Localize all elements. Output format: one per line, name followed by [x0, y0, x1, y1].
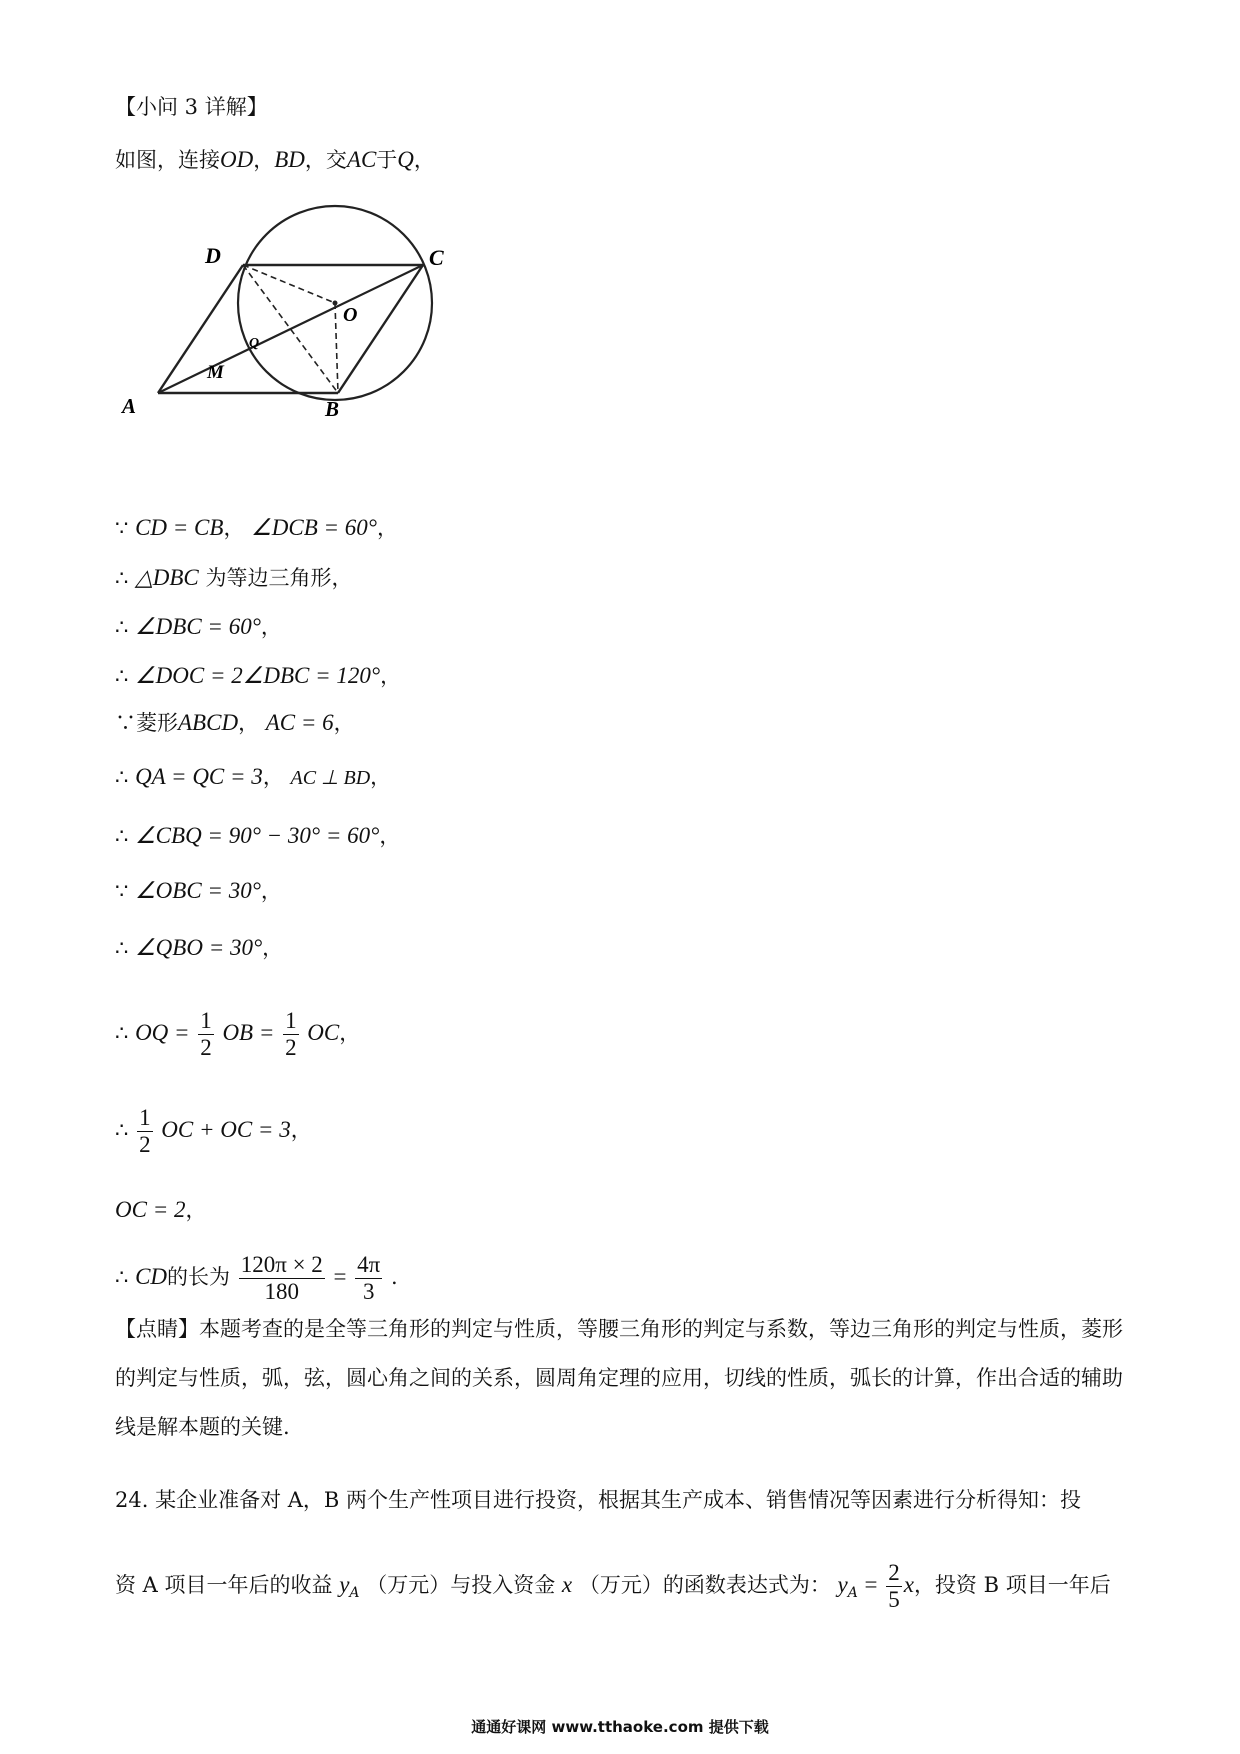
- step-7-end: ，: [379, 824, 401, 848]
- step-1-sep: ，: [223, 516, 245, 540]
- step-6-expr: QA = QC = 3: [135, 764, 263, 789]
- step-6-sep: ，: [262, 765, 284, 789]
- point-o: [333, 301, 338, 306]
- step-9-end: ，: [262, 936, 284, 960]
- fraction-numerator: 1: [200, 1008, 212, 1033]
- because-symbol: ∵: [115, 879, 129, 903]
- step-4-end: ，: [380, 664, 402, 688]
- intro-ac: AC: [346, 147, 377, 172]
- fraction-half-2: [283, 1008, 299, 1061]
- problem-24-text-2d: ，投资 B 项目一年后: [913, 1573, 1111, 1597]
- footer-text: 通通好课网 www.tthaoke.com 提供下载: [471, 1718, 769, 1736]
- step-4: [115, 661, 401, 691]
- label-c: C: [429, 245, 444, 270]
- problem-24-text-1: 24. 某企业准备对 A，B 两个生产性项目进行投资，根据其生产成本、销售情况等因素进行分析得知：投: [115, 1488, 1082, 1512]
- fraction-arc-length: [239, 1252, 325, 1305]
- arc-cd: [135, 1264, 167, 1289]
- problem-24-text-2a: 资 A 项目一年后的收益: [115, 1573, 333, 1597]
- section-title-text: 【小问 3 详解】: [115, 95, 268, 119]
- intro-od: OD: [220, 147, 254, 172]
- var-y-formula-subscript: A: [847, 1585, 858, 1601]
- step-10-rhs: OC: [307, 1020, 340, 1045]
- step-2-text: 为等边三角形，: [205, 566, 353, 590]
- fraction-denominator: 5: [888, 1587, 900, 1612]
- step-9-expr: ∠QBO = 30°: [135, 935, 263, 960]
- therefore-symbol: ∴: [115, 1021, 129, 1045]
- therefore-symbol: ∴: [115, 664, 129, 688]
- step-11: [115, 1105, 312, 1158]
- intro-end: ，: [413, 148, 435, 172]
- fraction-denominator: 180: [264, 1279, 299, 1304]
- label-o: O: [343, 304, 358, 326]
- step-13-eq: =: [333, 1264, 347, 1289]
- step-10-end: ，: [339, 1021, 361, 1045]
- step-1-end: ，: [376, 516, 398, 540]
- comment-text: 【点睛】本题考查的是全等三角形的判定与性质，等腰三角形的判定与系数，等边三角形的判定与性质，菱形的判定与性质，弧，弦，圆心角之间的关系，圆周角定理的应用，切线的性质，弧长的计算，作出合适的辅助线是解本题的关键.: [115, 1317, 1123, 1439]
- var-x-formula: x: [903, 1572, 914, 1597]
- step-1-expr2: ∠DCB = 60°: [251, 515, 377, 540]
- fraction-numerator: 4π: [357, 1252, 381, 1277]
- step-12-expr: OC = 2: [115, 1197, 186, 1222]
- step-6-end: ，: [370, 765, 392, 789]
- step-6: [115, 762, 391, 793]
- therefore-symbol: ∴: [115, 1265, 129, 1289]
- segment-da: [158, 265, 243, 393]
- because-symbol: ∵: [115, 711, 136, 735]
- step-5-text: 菱形: [136, 711, 178, 735]
- step-5: [115, 708, 355, 738]
- problem-24-line-2: 资 A 项目一年后的收益 $y_A$ （万元）与投入资金 x （万元）的函数表达式为： $y_A$ = $\frac{2}{5}$ x，投资 B 项目一年后: [115, 1560, 1111, 1612]
- step-3: [115, 612, 282, 642]
- step-8-end: ，: [260, 879, 282, 903]
- step-7-expr: ∠CBQ = 90° − 30° = 60°: [135, 823, 380, 848]
- fraction-denominator: 2: [285, 1035, 297, 1060]
- step-11-end: ，: [290, 1118, 312, 1142]
- therefore-symbol: ∴: [115, 765, 129, 789]
- geometry-figure: [122, 225, 465, 475]
- therefore-symbol: ∴: [115, 1118, 129, 1142]
- var-y-subscript: A: [349, 1585, 360, 1601]
- step-3-expr: ∠DBC = 60°: [135, 614, 261, 639]
- step-8-expr: ∠OBC = 30°: [135, 878, 261, 903]
- label-b: B: [325, 397, 340, 421]
- fraction-half-1: [198, 1008, 214, 1061]
- intro-bd: BD: [274, 147, 305, 172]
- section-title: [115, 92, 268, 122]
- fraction-numerator: 120π × 2: [240, 1252, 323, 1277]
- therefore-symbol: ∴: [115, 566, 129, 590]
- step-10-mid: OB =: [222, 1020, 275, 1045]
- fraction-denominator: 2: [200, 1035, 212, 1060]
- step-13: [115, 1252, 398, 1305]
- step-3-end: ，: [260, 615, 282, 639]
- label-a: A: [122, 394, 137, 418]
- var-x: x: [561, 1572, 573, 1597]
- step-5-expr2: AC = 6: [265, 710, 334, 735]
- step-1-expr: CD = CB: [135, 515, 224, 540]
- fraction-numerator: 1: [285, 1008, 297, 1033]
- step-2-expr: △DBC: [135, 565, 199, 590]
- step-8: [115, 876, 282, 906]
- label-d: D: [205, 243, 221, 268]
- fraction-result: [355, 1252, 382, 1305]
- intro-mid: ，交: [304, 148, 347, 172]
- problem-24-text-2c: （万元）的函数表达式为：: [578, 1573, 831, 1597]
- intro-sep: ，: [253, 148, 275, 172]
- therefore-symbol: ∴: [115, 824, 129, 848]
- dashed-ob: [335, 303, 338, 393]
- problem-24-line-1: [115, 1485, 1081, 1515]
- intro-prefix: 如图，连接: [115, 148, 220, 172]
- intro-line: [115, 145, 435, 175]
- step-5-expr: ABCD: [178, 710, 239, 735]
- step-13-end: .: [390, 1265, 398, 1289]
- step-2: [115, 563, 352, 593]
- therefore-symbol: ∴: [115, 936, 129, 960]
- footer-watermark: [0, 1716, 1240, 1737]
- therefore-symbol: ∴: [115, 615, 129, 639]
- step-5-sep: ，: [238, 711, 260, 735]
- step-9: [115, 933, 283, 963]
- fraction-denominator: 3: [362, 1279, 375, 1304]
- problem-24-text-2b: （万元）与投入资金: [366, 1573, 556, 1597]
- var-y-formula: y: [837, 1572, 848, 1597]
- step-4-expr: ∠DOC = 2∠DBC = 120°: [135, 663, 381, 688]
- because-symbol: ∵: [115, 516, 129, 540]
- step-7: [115, 821, 400, 851]
- comment-paragraph: [115, 1305, 1130, 1452]
- step-10-lhs: OQ =: [135, 1020, 190, 1045]
- arc-cd-label: CD: [135, 1264, 168, 1289]
- segment-bc: [338, 265, 423, 393]
- intro-q: Q: [397, 147, 414, 172]
- var-y: y: [339, 1572, 350, 1597]
- step-12-end: ，: [185, 1198, 207, 1222]
- fraction-numerator: 1: [139, 1105, 151, 1130]
- step-6-expr2: AC ⊥ BD: [290, 767, 371, 789]
- fraction-two-fifths: [886, 1560, 902, 1613]
- step-5-end: ，: [333, 711, 355, 735]
- fraction-denominator: 2: [139, 1132, 151, 1157]
- fraction-numerator: 2: [888, 1560, 900, 1585]
- step-1: [115, 513, 398, 543]
- step-12: [115, 1195, 206, 1225]
- label-m: M: [207, 362, 224, 383]
- step-11-rhs: OC + OC = 3: [161, 1117, 291, 1142]
- step-13-text: 的长为: [167, 1265, 231, 1289]
- fraction-half-3: [137, 1105, 153, 1158]
- label-q: Q: [249, 336, 260, 351]
- step-10: [115, 1008, 360, 1061]
- intro-to: 于: [376, 148, 398, 172]
